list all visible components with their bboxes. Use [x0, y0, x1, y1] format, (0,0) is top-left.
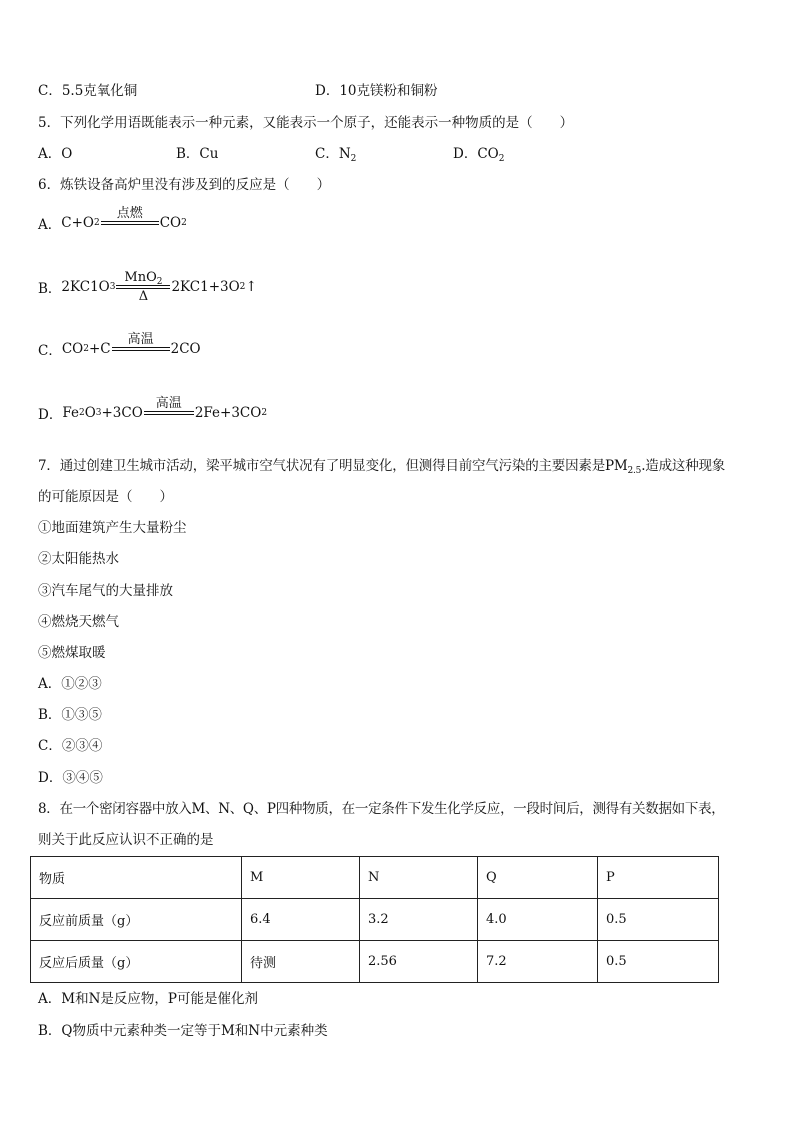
- q6-option-b: B． 2KC1O 3 MnO$_2$ Δ 2KC1+3O 2 ↑: [38, 270, 258, 304]
- table-cell: 7.2: [478, 941, 598, 983]
- table-row: [31, 899, 719, 941]
- table-cell: 反应后质量（g）: [31, 941, 242, 983]
- q7-stem-line2: 的可能原因是（ ）: [38, 489, 173, 505]
- q8-option-b: B．Q物质中元素种类一定等于M和N中元素种类: [38, 1023, 328, 1039]
- table-cell: Q: [478, 857, 598, 899]
- table-cell: 2.56: [360, 941, 478, 983]
- table-cell: P: [598, 857, 719, 899]
- q7-option: C．②③④: [38, 738, 103, 754]
- q5-option-a: A．O: [38, 146, 73, 162]
- q5-option-b: B．Cu: [176, 146, 219, 162]
- data-table: [30, 856, 719, 983]
- table-header-row: [31, 857, 719, 899]
- reaction-condition: MnO$_2$ Δ: [116, 270, 170, 304]
- q6-stem: 6．炼铁设备高炉里没有涉及到的反应是（ ）: [38, 177, 331, 193]
- q6-option-d: D． Fe 2 O 3 +3CO 高温 2Fe+3CO 2: [38, 396, 267, 430]
- table-cell: 0.5: [598, 941, 719, 983]
- q6-option-c: C． CO 2 +C 高温 2CO: [38, 332, 201, 366]
- q5-option-c: C．$N_2$: [315, 146, 357, 164]
- q7-item: ⑤燃煤取暖: [38, 645, 106, 661]
- q7-option: D．③④⑤: [38, 770, 103, 786]
- q7-option: B．①③⑤: [38, 707, 102, 723]
- q7-item: ②太阳能热水: [38, 551, 119, 567]
- q7-option: A．①②③: [38, 676, 102, 692]
- table-cell: 待测: [242, 941, 360, 983]
- q8-option-a: A．M和N是反应物，P可能是催化剂: [38, 991, 258, 1007]
- q5-option-d: D．$CO_2$: [453, 146, 505, 164]
- q8-stem-line1: 8．在一个密闭容器中放入M、N、Q、P四种物质，在一定条件下发生化学反应，一段时间后，测得有关数据如下表，: [38, 801, 725, 817]
- q7-stem-line1: 7．通过创建卫生城市活动，梁平城市空气状况有了明显变化，但测得目前空气污染的主要因素是$PM_{2.5}$.造成这种现象: [38, 458, 726, 476]
- table-row: [31, 941, 719, 983]
- q7-item: ③汽车尾气的大量排放: [38, 583, 173, 599]
- option-d-q4: D．10克镁粉和铜粉: [315, 83, 438, 99]
- table-cell: 0.5: [598, 899, 719, 941]
- table-cell: 反应前质量（g）: [31, 899, 242, 941]
- q8-stem-line2: 则关于此反应认识不正确的是: [38, 832, 214, 848]
- q5-stem: 5．下列化学用语既能表示一种元素，又能表示一个原子，还能表示一种物质的是（ ）: [38, 115, 574, 131]
- table-cell: M: [242, 857, 360, 899]
- table-cell: N: [360, 857, 478, 899]
- reaction-condition: 高温: [144, 396, 194, 430]
- reaction-condition: 点燃: [101, 206, 159, 240]
- option-c-q4: C．5.5克氧化铜: [38, 83, 138, 99]
- table-cell: 6.4: [242, 899, 360, 941]
- table-cell: 物质: [31, 857, 242, 899]
- reaction-condition: 高温: [112, 332, 170, 366]
- table-cell: 4.0: [478, 899, 598, 941]
- table-cell: 3.2: [360, 899, 478, 941]
- q7-item: ④燃烧天燃气: [38, 614, 119, 630]
- q6-option-a: A． C+O 2 点燃 CO 2: [38, 206, 187, 240]
- q7-item: ①地面建筑产生大量粉尘: [38, 520, 187, 536]
